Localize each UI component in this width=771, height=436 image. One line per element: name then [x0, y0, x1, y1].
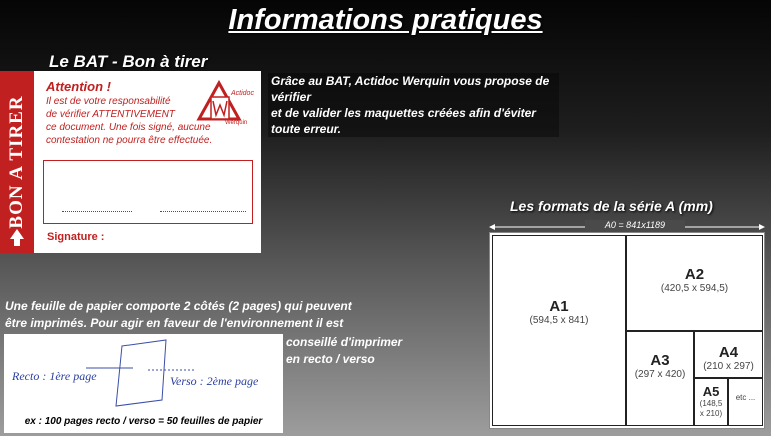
- format-dims: (148,5: [699, 399, 723, 408]
- arrow-stem: [14, 238, 20, 246]
- format-a4: [694, 331, 763, 378]
- bat-warning-line: de vérifier ATTENTIVEMENT: [46, 109, 175, 120]
- format-dims: x 210): [699, 409, 723, 418]
- format-etc-label: etc ...: [735, 393, 756, 402]
- bat-corrections-box: [43, 160, 253, 224]
- format-dims: (210 x 297): [703, 361, 754, 372]
- format-dims: (297 x 420): [634, 369, 686, 380]
- recto-verso-text: [5, 298, 400, 332]
- recto-verso-line: conseillé d'imprimer: [286, 335, 403, 349]
- page-title: Informations pratiques: [228, 4, 543, 36]
- recto-verso-text-cont: [286, 334, 466, 368]
- bat-intro-line: Grâce au BAT, Actidoc Werquin vous propose de vérifier: [271, 74, 550, 104]
- par-label: par: [142, 203, 158, 214]
- bat-intro: [268, 73, 559, 137]
- bat-intro-line: et de valider les maquettes créées afin d'éviter toute erreur.: [271, 106, 536, 136]
- verso-label: Verso : 2ème page: [170, 374, 259, 388]
- bat-warning-line: contestation ne pourra être effectuée.: [46, 135, 213, 146]
- recto-verso-caption: ex : 100 pages recto / verso = 50 feuilles de papier: [24, 416, 263, 427]
- format-a5: [694, 378, 728, 426]
- bat-warning-line: Il est de votre responsabilité: [46, 96, 171, 107]
- le-label: le: [48, 203, 57, 214]
- format-name: A3: [650, 352, 670, 369]
- bat-attention: Attention !: [46, 79, 111, 94]
- name-line: [160, 211, 246, 212]
- bat-stamp-image: [0, 71, 261, 253]
- format-name: A4: [718, 344, 739, 361]
- format-a2: [626, 235, 763, 331]
- signature-label: Signature :: [47, 231, 105, 243]
- recto-verso-line: être imprimés. Pour agir en faveur de l'environnement il est: [5, 316, 344, 330]
- format-a3: [626, 331, 694, 426]
- format-a1: [492, 235, 626, 426]
- recto-label: Recto : 1ère page: [12, 369, 97, 383]
- bat-side-strip: [0, 71, 34, 253]
- actidoc-logo: [197, 79, 254, 126]
- formats-diagram: [489, 232, 765, 429]
- format-dims: (420,5 x 594,5): [660, 283, 729, 294]
- format-etc: [728, 378, 763, 426]
- date-line: [62, 211, 132, 212]
- bat-warning: [46, 95, 213, 147]
- format-name: A5: [702, 384, 720, 399]
- bat-strip-text: BON A TIRER: [6, 95, 27, 229]
- format-name: A2: [684, 266, 705, 283]
- formats-title: Les formats de la série A (mm): [510, 198, 713, 214]
- recto-verso-illustration: [4, 334, 283, 433]
- recto-verso-line: en recto / verso: [286, 352, 375, 366]
- recto-verso-line: Une feuille de papier comporte 2 côtés (2 pages) qui peuvent: [5, 299, 352, 313]
- bat-heading: Le BAT - Bon à tirer: [49, 52, 208, 71]
- corrections-hint: (à indiquer clairement sur le document): [48, 179, 153, 185]
- format-name: A1: [549, 298, 569, 315]
- a0-label: A0 = 841x1189: [585, 220, 685, 230]
- logo-text: Actidoc: [231, 90, 254, 97]
- format-dims: (594,5 x 841): [529, 315, 589, 326]
- bat-warning-line: ce document. Une fois signé, aucune: [46, 122, 211, 133]
- logo-sub: Werquin: [225, 120, 248, 126]
- corrections-label: Nombre de correction(s) :: [48, 166, 171, 177]
